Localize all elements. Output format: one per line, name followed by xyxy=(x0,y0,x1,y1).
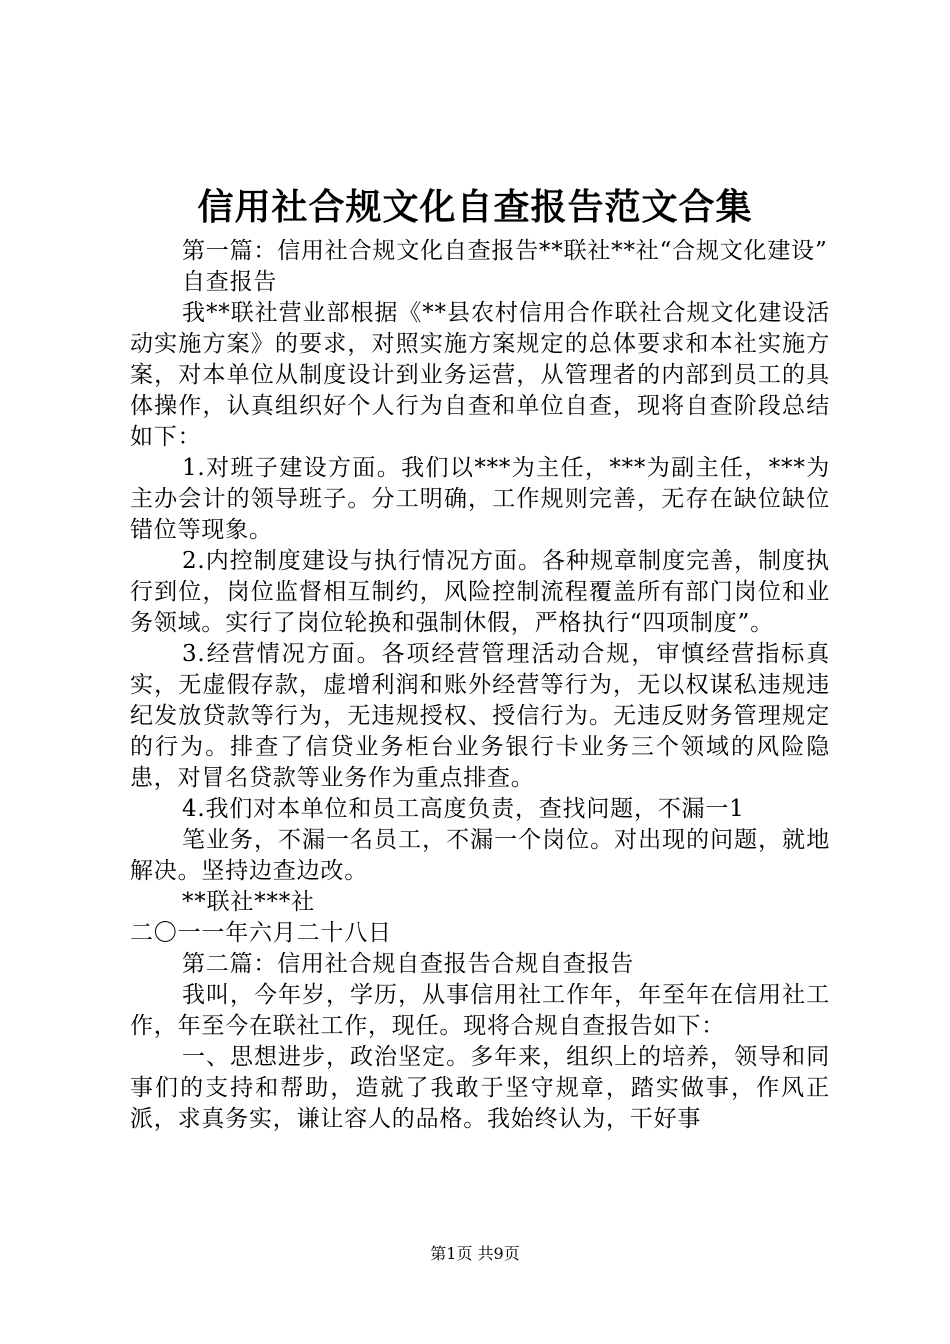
paragraph-intro: 我**联社营业部根据《**县农村信用合作联社合规文化建设活动实施方案》的要求，对照实施方案规定的总体要求和本社实施方案，对本单位从制度设计到业务运营，从管理者的内部到员工的具体操作，认真组织好个人行为自查和单位自查，现将自查阶段总结如下： xyxy=(130,300,830,450)
paragraph-date: 二〇一一年六月二十八日 xyxy=(130,920,392,946)
paragraph-item-3: 3.经营情况方面。各项经营管理活动合规，审慎经营指标真实，无虚假存款，虚增利润和账外经营等行为，无以权谋私违规违纪发放贷款等行为，无违规授权、授信行为。无违反财务管理规定的行为。排查了信贷业务柜台业务银行卡业务三个领域的风险隐患，对冒名贷款等业务作为重点排查。 xyxy=(130,641,830,791)
paragraph-item-4-cont: 笔业务，不漏一名员工，不漏一个岗位。对出现的问题，就地解决。坚持边查边改。 xyxy=(130,827,830,884)
paragraph-part2-section1: 一、思想进步，政治坚定。多年来，组织上的培养，领导和同事们的支持和帮助，造就了我敢于坚守规章，踏实做事，作风正派，求真务实，谦让容人的品格。我始终认为，干好事 xyxy=(130,1044,830,1132)
paragraph-item-4: 4.我们对本单位和员工高度负责，查找问题，不漏一1 xyxy=(182,796,745,822)
document-title: 信用社合规文化自查报告范文合集 xyxy=(197,186,753,228)
paragraph-part2-heading: 第二篇：信用社合规自查报告合规自查报告 xyxy=(182,951,635,977)
document-body xyxy=(130,236,830,1135)
paragraph-item-1: 1.对班子建设方面。我们以***为主任，***为副主任，***为主办会计的领导班子。分工明确，工作规则完善，无存在缺位缺位错位等现象。 xyxy=(130,455,830,543)
paragraph-part1-heading: 第一篇：信用社合规文化自查报告**联社**社“合规文化建设” xyxy=(182,238,828,264)
paragraph-item-2: 2.内控制度建设与执行情况方面。各种规章制度完善，制度执行到位，岗位监督相互制约，风险控制流程覆盖所有部门岗位和业务领域。实行了岗位轮换和强制休假，严格执行“四项制度”。 xyxy=(130,548,830,636)
paragraph-part2-intro: 我叫，今年岁，学历，从事信用社工作年，年至年在信用社工作，年至今在联社工作，现任。现将合规自查报告如下： xyxy=(130,982,830,1039)
paragraph-report-label: 自查报告 xyxy=(182,269,278,295)
page-footer: 第1页 共9页 xyxy=(430,1244,520,1263)
paragraph-signature: **联社***社 xyxy=(182,889,315,915)
